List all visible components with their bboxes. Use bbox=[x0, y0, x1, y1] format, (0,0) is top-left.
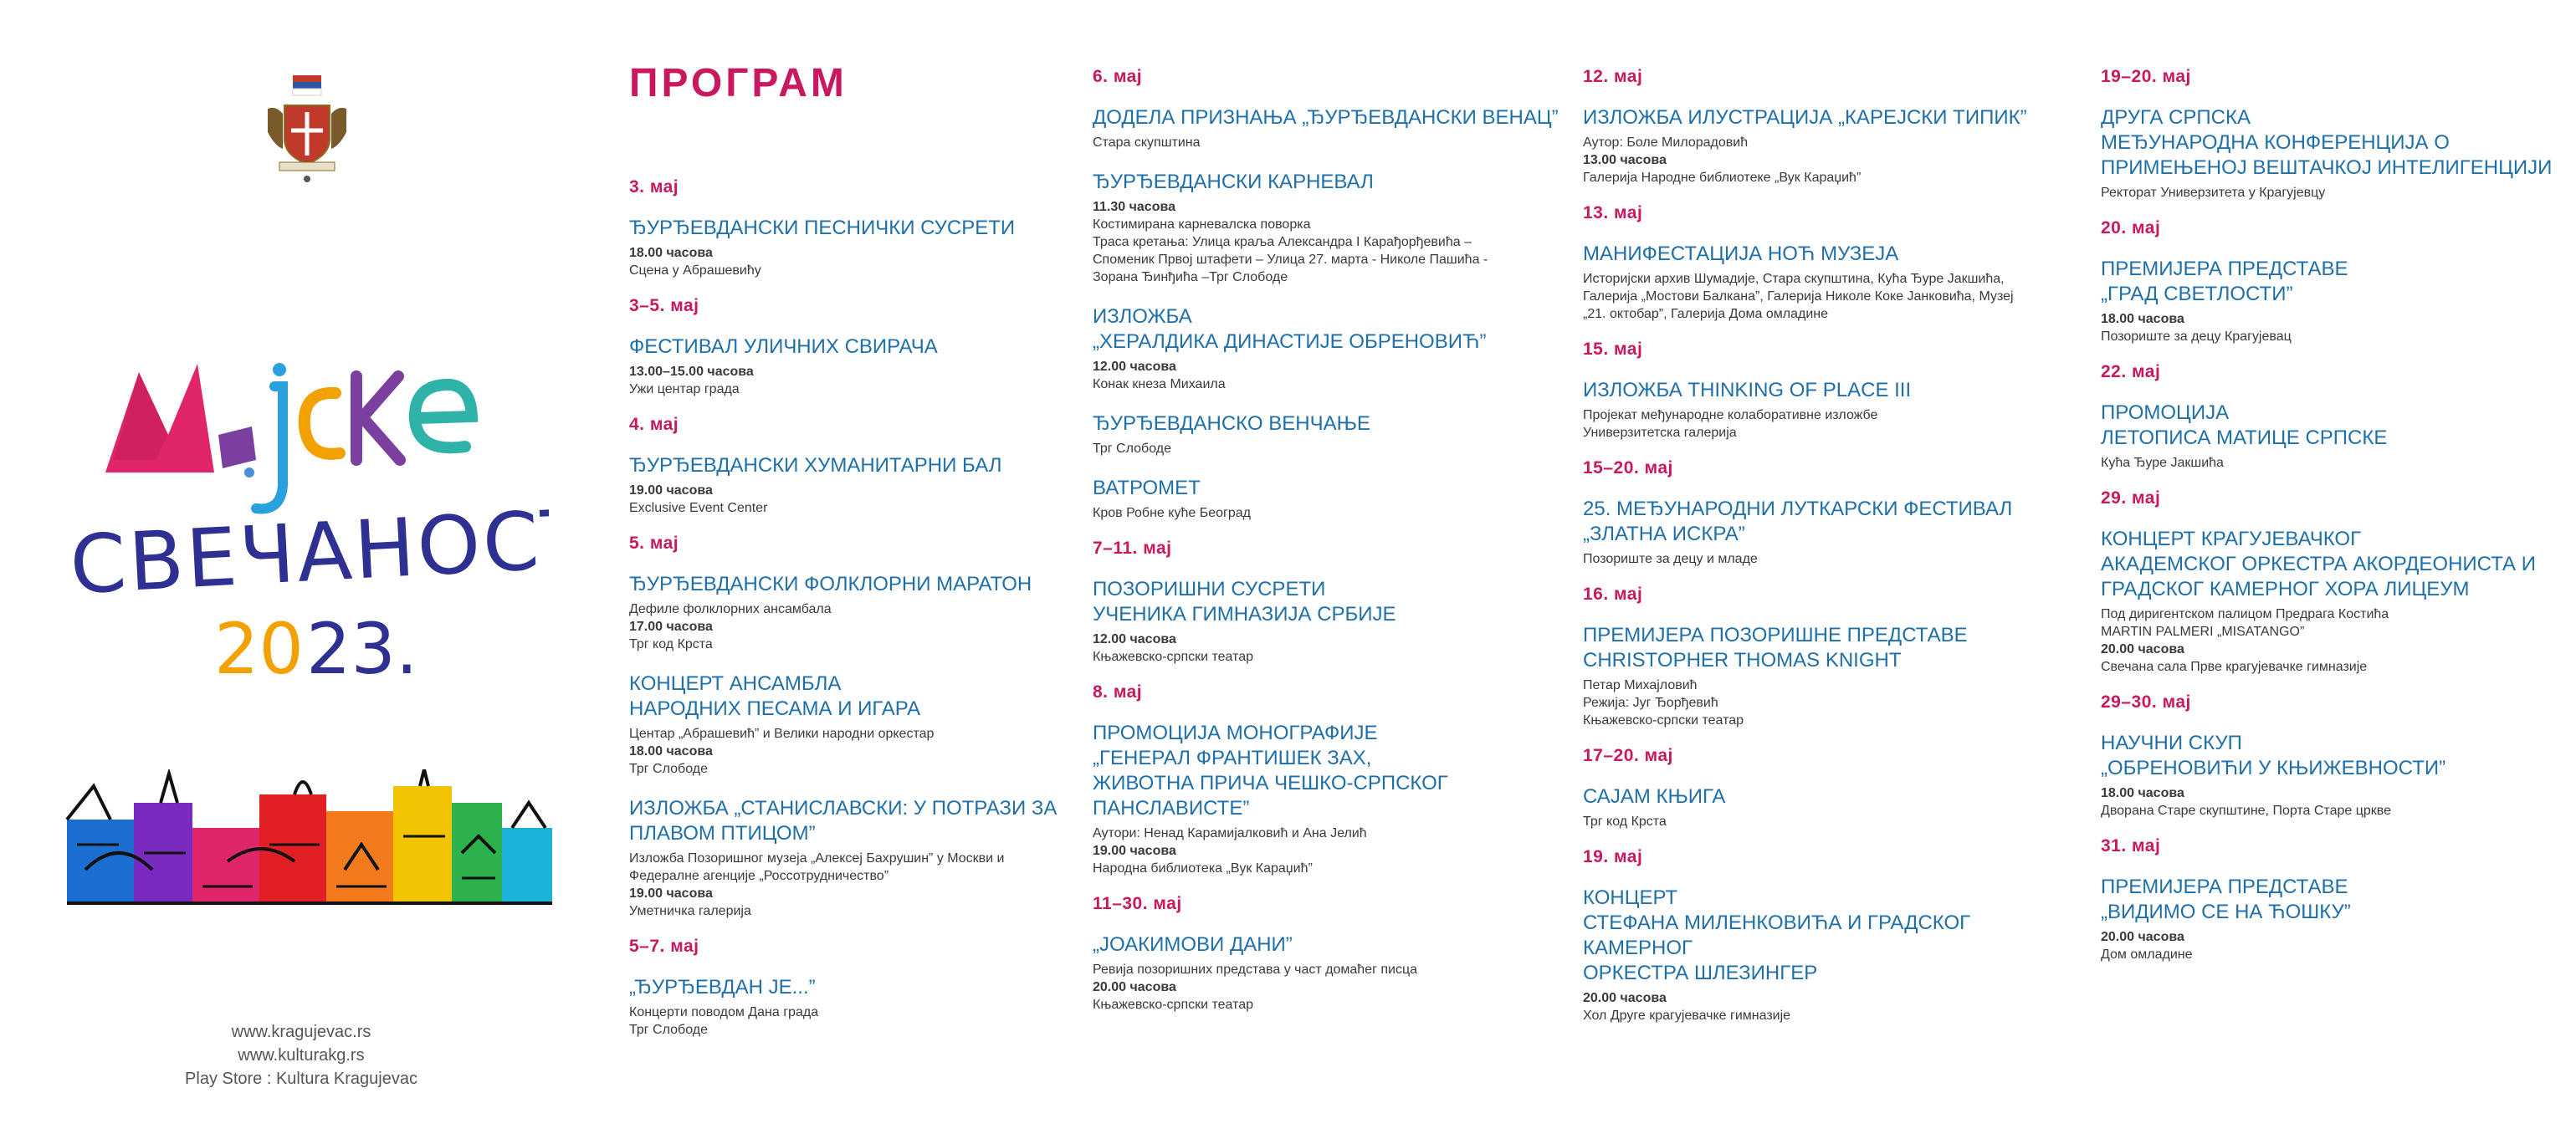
event-title: ПРИМЕЊЕНОЈ ВЕШТАЧКОЈ ИНТЕЛИГЕНЦИЈИ bbox=[2101, 156, 2553, 179]
event-detail: Књажевско-српски театар bbox=[1583, 713, 1744, 728]
program-section bbox=[1583, 203, 2077, 323]
section-date: 7–11. мај bbox=[1093, 539, 1172, 558]
program-column-4 bbox=[2101, 67, 2553, 980]
event-detail: Историјски архив Шумадије, Стара скупштина, Кућа Ђуре Јакшића, bbox=[1583, 272, 2005, 286]
section-date: 4. мај bbox=[629, 415, 679, 434]
event-detail: Трг Слободе bbox=[1093, 442, 1171, 456]
event-title: CHRISTOPHER THOMAS KNIGHT bbox=[1583, 649, 1902, 672]
program-section bbox=[1583, 746, 2077, 830]
event-detail: Народна библиотека „Вук Караџић” bbox=[1093, 861, 1313, 876]
event-detail: Центар „Абрашевић” и Велики народни оркестар bbox=[629, 727, 935, 741]
section-date: 31. мај bbox=[2101, 836, 2161, 856]
program-event bbox=[629, 216, 1081, 279]
section-date: 12. мај bbox=[1583, 67, 1643, 86]
event-detail: Свечана сала Прве крагујевачке гимназије bbox=[2101, 660, 2368, 674]
event-title: „ЗЛАТНА ИСКРА” bbox=[1583, 523, 1745, 545]
program-section bbox=[2101, 362, 2553, 472]
event-title: ИЗЛОЖБА „СТАНИСЛАВСКИ: У ПОТРАЗИ ЗА bbox=[629, 797, 1058, 820]
program-section bbox=[2101, 218, 2553, 345]
event-title: КОНЦЕРТ bbox=[1583, 886, 1678, 909]
event-time: 20.00 часова bbox=[2101, 930, 2184, 944]
event-detail: Дворана Старе скупштине, Порта Старе цркве bbox=[2101, 804, 2392, 818]
section-date: 5–7. мај bbox=[629, 937, 699, 956]
event-detail: Стара скупштина bbox=[1093, 135, 1201, 150]
festival-logo bbox=[55, 293, 549, 686]
program-event bbox=[1583, 105, 2077, 186]
event-title: ЛЕТОПИСА МАТИЦЕ СРПСКЕ bbox=[2101, 426, 2388, 449]
event-title: ДРУГА СРПСКА bbox=[2101, 106, 2251, 129]
program-event bbox=[629, 796, 1081, 920]
event-detail: Кућа Ђуре Јакшића bbox=[2101, 456, 2224, 470]
section-date: 3–5. мај bbox=[629, 296, 699, 315]
event-title: ПЛАВОМ ПТИЦОМ” bbox=[629, 822, 816, 845]
event-title: ЂУРЂЕВДАНСКИ ХУМАНИТАРНИ БАЛ bbox=[629, 454, 1002, 477]
program-event bbox=[2101, 527, 2553, 676]
section-date: 5. мај bbox=[629, 534, 679, 553]
logo-line2: СВЕЧАНОСТИ bbox=[68, 488, 549, 613]
event-detail: Пројекат међународне колаборативне изложбе bbox=[1583, 408, 1878, 422]
event-detail: Трг Слободе bbox=[629, 1023, 708, 1037]
event-title: ПРЕМИЈЕРА ПОЗОРИШНЕ ПРЕДСТАВЕ bbox=[1583, 624, 1968, 646]
event-title: ПРЕМИЈЕРА ПРЕДСТАВЕ bbox=[2101, 876, 2348, 898]
program-event bbox=[1093, 304, 1561, 393]
event-detail: Књажевско-српски театар bbox=[1093, 998, 1254, 1012]
program-section bbox=[629, 415, 1081, 517]
event-title: СТЕФАНА МИЛЕНКОВИЋА И ГРАДСКОГ КАМЕРНОГ bbox=[1583, 912, 1971, 959]
event-detail: Конак кнеза Михаила bbox=[1093, 377, 1226, 391]
event-detail: Трг код Крста bbox=[1583, 815, 1667, 829]
event-detail: „21. октобар”, Галерија Дома омладине bbox=[1583, 307, 1828, 321]
event-title: ЂУРЂЕВДАНСКИ ПЕСНИЧКИ СУСРЕТИ bbox=[629, 217, 1016, 239]
program-section bbox=[1583, 458, 2077, 568]
section-date: 17–20. мај bbox=[1583, 746, 1673, 765]
event-title: УЧЕНИКА ГИМНАЗИЈА СРБИЈЕ bbox=[1093, 603, 1396, 626]
svg-text:20: 20 bbox=[214, 608, 304, 686]
program-event bbox=[2101, 731, 2553, 820]
program-event bbox=[629, 572, 1081, 653]
section-date: 19. мај bbox=[1583, 847, 1643, 866]
program-event bbox=[1093, 170, 1561, 286]
event-time: 20.00 часова bbox=[1093, 980, 1176, 994]
event-detail: Позориште за децу и младе bbox=[1583, 552, 1758, 566]
event-detail: Трг Слободе bbox=[629, 762, 708, 776]
program-event bbox=[2101, 875, 2553, 963]
event-detail: Под диригентском палицом Предрага Костића bbox=[2101, 607, 2389, 621]
event-title: ФЕСТИВАЛ УЛИЧНИХ СВИРАЧА bbox=[629, 335, 938, 358]
program-event bbox=[1583, 784, 2077, 830]
program-section bbox=[629, 296, 1081, 398]
event-detail: Exclusive Event Center bbox=[629, 501, 768, 515]
event-time: 19.00 часова bbox=[1093, 844, 1176, 858]
event-title: ИЗЛОЖБА bbox=[1093, 305, 1192, 328]
program-title: ПРОГРАМ bbox=[629, 61, 848, 105]
section-date: 19–20. мај bbox=[2101, 67, 2191, 86]
section-date: 15–20. мај bbox=[1583, 458, 1673, 478]
program-event bbox=[1583, 886, 2077, 1024]
program-section bbox=[2101, 488, 2553, 676]
section-date: 13. мај bbox=[1583, 203, 1643, 222]
event-title: ДОДЕЛА ПРИЗНАЊА „ЂУРЂЕВДАНСКИ ВЕНАЦ” bbox=[1093, 106, 1559, 129]
event-title: ПРОМОЦИЈА bbox=[2101, 401, 2230, 424]
section-date: 15. мај bbox=[1583, 340, 1643, 359]
event-detail: Ревија позоришних представа у част домаћег писца bbox=[1093, 963, 1418, 977]
event-detail: Дом омладине bbox=[2101, 947, 2193, 962]
event-title: „ОБРЕНОВИЋИ У КЊИЖЕВНОСТИ” bbox=[2101, 757, 2446, 779]
event-title: ЖИВОТНА ПРИЧА ЧЕШКО-СРПСКОГ bbox=[1093, 772, 1448, 794]
link-kragujevac[interactable]: www.kragujevac.rs bbox=[231, 1023, 371, 1041]
program-section bbox=[1093, 67, 1561, 522]
event-detail: Режија: Југ Ђорђевић bbox=[1583, 696, 1718, 710]
program-event bbox=[1093, 577, 1561, 666]
section-date: 8. мај bbox=[1093, 682, 1143, 702]
link-kulturakg[interactable]: www.kulturakg.rs bbox=[238, 1046, 365, 1065]
program-event bbox=[629, 672, 1081, 778]
program-section bbox=[1093, 539, 1561, 666]
event-title: ЂУРЂЕВДАНСКИ ФОЛКЛОРНИ МАРАТОН bbox=[629, 573, 1032, 595]
event-title: ПРЕМИЈЕРА ПРЕДСТАВЕ bbox=[2101, 258, 2348, 280]
section-date: 29. мај bbox=[2101, 488, 2161, 508]
program-event bbox=[2101, 401, 2553, 472]
program-section bbox=[629, 534, 1081, 920]
event-detail: Позориште за децу Крагујевац bbox=[2101, 329, 2292, 344]
footer-links bbox=[159, 1020, 443, 1090]
program-column-3 bbox=[1583, 67, 2077, 1041]
event-time: 18.00 часова bbox=[2101, 312, 2184, 326]
section-date: 29–30. мај bbox=[2101, 692, 2191, 712]
program-event bbox=[1583, 497, 2077, 568]
program-event bbox=[2101, 105, 2553, 202]
program-section bbox=[1583, 847, 2077, 1024]
event-title: „ЂУРЂЕВДАН ЈЕ...” bbox=[629, 976, 816, 999]
section-date: 3. мај bbox=[629, 177, 679, 197]
program-section bbox=[2101, 692, 2553, 820]
event-detail: Сцена у Абрашевићу bbox=[629, 263, 761, 278]
program-section bbox=[1583, 340, 2077, 442]
svg-text:23.: 23. bbox=[306, 608, 418, 686]
coat-of-arms-icon bbox=[261, 72, 353, 187]
event-title: ИЗЛОЖБА THINKING OF PLACE III bbox=[1583, 379, 1912, 401]
program-section bbox=[1093, 682, 1561, 877]
program-event bbox=[1093, 932, 1561, 1014]
event-title: „ХЕРАЛДИКА ДИНАСТИЈЕ ОБРЕНОВИЋ” bbox=[1093, 330, 1487, 353]
event-title: ПАНСЛАВИСТЕ” bbox=[1093, 797, 1250, 820]
event-title: КОНЦЕРТ АНСАМБЛА bbox=[629, 672, 842, 695]
program-event bbox=[1093, 411, 1561, 457]
program-event bbox=[1093, 721, 1561, 877]
event-detail: Изложба Позоришног музеја „Алексеј Бахрушин” у Москви и bbox=[629, 851, 1005, 866]
event-time: 19.00 часова bbox=[629, 483, 713, 498]
section-date: 22. мај bbox=[2101, 362, 2161, 381]
event-title: 25. МЕЂУНАРОДНИ ЛУТКАРСКИ ФЕСТИВАЛ bbox=[1583, 498, 2013, 520]
program-event bbox=[1093, 105, 1561, 151]
program-event bbox=[1583, 242, 2077, 323]
event-time: 20.00 часова bbox=[1583, 991, 1667, 1005]
program-section bbox=[1583, 67, 2077, 186]
event-detail: Ужи центар града bbox=[629, 382, 740, 396]
section-date: 20. мај bbox=[2101, 218, 2161, 238]
event-title: МАНИФЕСТАЦИЈА НОЋ МУЗЕЈА bbox=[1583, 243, 1899, 265]
program-section bbox=[2101, 67, 2553, 202]
program-section bbox=[629, 177, 1081, 279]
program-section bbox=[1583, 585, 2077, 729]
event-title: ГРАДСКОГ КАМЕРНОГ ХОРА ЛИЦЕУМ bbox=[2101, 578, 2470, 600]
event-time: 18.00 часова bbox=[629, 246, 713, 260]
city-skyline-icon bbox=[60, 769, 562, 912]
event-title: ИЗЛОЖБА ИЛУСТРАЦИЈА „КАРЕЈСКИ ТИПИК” bbox=[1583, 106, 2027, 129]
event-title: САЈАМ КЊИГА bbox=[1583, 785, 1726, 808]
program-event bbox=[629, 453, 1081, 517]
event-title: КОНЦЕРТ КРАГУЈЕВАЧКОГ bbox=[2101, 528, 2362, 550]
event-detail: Хол Друге крагујевачке гимназије bbox=[1583, 1009, 1791, 1023]
program-event bbox=[1583, 623, 2077, 729]
link-play-store[interactable]: Play Store : Kultura Kragujevac bbox=[185, 1070, 417, 1088]
program-section bbox=[1093, 894, 1561, 1014]
event-detail: Ректорат Универзитета у Крагујевцу bbox=[2101, 186, 2326, 200]
program-event bbox=[629, 335, 1081, 398]
event-title: ВАТРОМЕТ bbox=[1093, 477, 1201, 499]
program-section bbox=[2101, 836, 2553, 963]
event-title: „ВИДИМО СЕ НА ЋОШКУ” bbox=[2101, 901, 2351, 923]
event-time: 19.00 часова bbox=[629, 886, 713, 901]
event-title: НАРОДНИХ ПЕСАМА И ИГАРА bbox=[629, 697, 921, 720]
program-section bbox=[629, 937, 1081, 1039]
section-date: 6. мај bbox=[1093, 67, 1143, 86]
event-detail: Споменик Првој штафети – Улица 27. марта - Николе Пашића - bbox=[1093, 253, 1488, 267]
event-title: АКАДЕМСКОГ ОРКЕСТРА АКОРДЕОНИСТА И bbox=[2101, 553, 2536, 575]
event-detail: MARTIN PALMERI „MISATANGO” bbox=[2101, 625, 2305, 639]
event-detail: Петар Михајловић bbox=[1583, 678, 1698, 692]
event-detail: Галерија Народне библиотеке „Вук Караџић” bbox=[1583, 171, 1862, 185]
program-event bbox=[1093, 476, 1561, 522]
event-detail: Уметничка галерија bbox=[629, 904, 751, 918]
event-time: 20.00 часова bbox=[2101, 642, 2184, 656]
program-column-1 bbox=[629, 177, 1081, 1055]
event-detail: Траса кретања: Улица краља Александра I Карађорђевића – bbox=[1093, 235, 1472, 249]
event-detail: Костимирана карневалска поворка bbox=[1093, 217, 1311, 232]
event-title: „ГРАД СВЕТЛОСТИ” bbox=[2101, 283, 2293, 305]
event-time: 18.00 часова bbox=[2101, 786, 2184, 800]
event-title: МЕЂУНАРОДНА КОНФЕРЕНЦИЈА О bbox=[2101, 131, 2450, 154]
program-column-2 bbox=[1093, 67, 1561, 1030]
event-detail: Дефиле фолклорних ансамбала bbox=[629, 602, 832, 616]
event-time: 17.00 часова bbox=[629, 620, 713, 634]
program-event bbox=[1583, 378, 2077, 442]
event-detail: Аутор: Боле Милорадовић bbox=[1583, 135, 1749, 150]
event-time: 11.30 часова bbox=[1093, 200, 1175, 214]
event-title: ОРКЕСТРА ШЛЕЗИНГЕР bbox=[1583, 962, 1818, 984]
event-detail: Кров Робне куће Београд bbox=[1093, 506, 1251, 520]
section-date: 11–30. мај bbox=[1093, 894, 1182, 913]
event-detail: Универзитетска галерија bbox=[1583, 426, 1737, 440]
event-detail: Књажевско-српски театар bbox=[1093, 650, 1254, 664]
event-title: „ЈОАКИМОВИ ДАНИ” bbox=[1093, 933, 1293, 956]
program-event bbox=[629, 975, 1081, 1039]
event-title: „ГЕНЕРАЛ ФРАНТИШЕК ЗАХ, bbox=[1093, 747, 1372, 769]
event-detail: Концерти поводом Дана града bbox=[629, 1005, 819, 1019]
event-title: ПРОМОЦИЈА МОНОГРАФИЈЕ bbox=[1093, 722, 1378, 744]
event-title: ПОЗОРИШНИ СУСРЕТИ bbox=[1093, 578, 1326, 600]
event-detail: Галерија „Мостови Балкана”, Галерија Николе Коке Јанковића, Музеј bbox=[1583, 289, 2014, 304]
event-time: 12.00 часова bbox=[1093, 360, 1176, 374]
event-title: НАУЧНИ СКУП bbox=[2101, 732, 2242, 754]
event-detail: Аутори: Ненад Карамијалковић и Ана Јелић bbox=[1093, 826, 1367, 840]
event-title: ЂУРЂЕВДАНСКО ВЕНЧАЊЕ bbox=[1093, 412, 1370, 435]
event-time: 18.00 часова bbox=[629, 744, 713, 758]
event-detail: Зорана Ђинђића –Трг Слободе bbox=[1093, 270, 1288, 284]
event-detail: Федералне агенције „Россотрудничество” bbox=[629, 869, 889, 883]
event-time: 13.00 часова bbox=[1583, 153, 1667, 167]
event-title: ЂУРЂЕВДАНСКИ КАРНЕВАЛ bbox=[1093, 171, 1374, 193]
event-time: 12.00 часова bbox=[1093, 632, 1176, 646]
program-event bbox=[2101, 257, 2553, 345]
event-time: 13.00–15.00 часова bbox=[629, 365, 754, 379]
section-date: 16. мај bbox=[1583, 585, 1643, 604]
event-detail: Трг код Крста bbox=[629, 637, 713, 651]
